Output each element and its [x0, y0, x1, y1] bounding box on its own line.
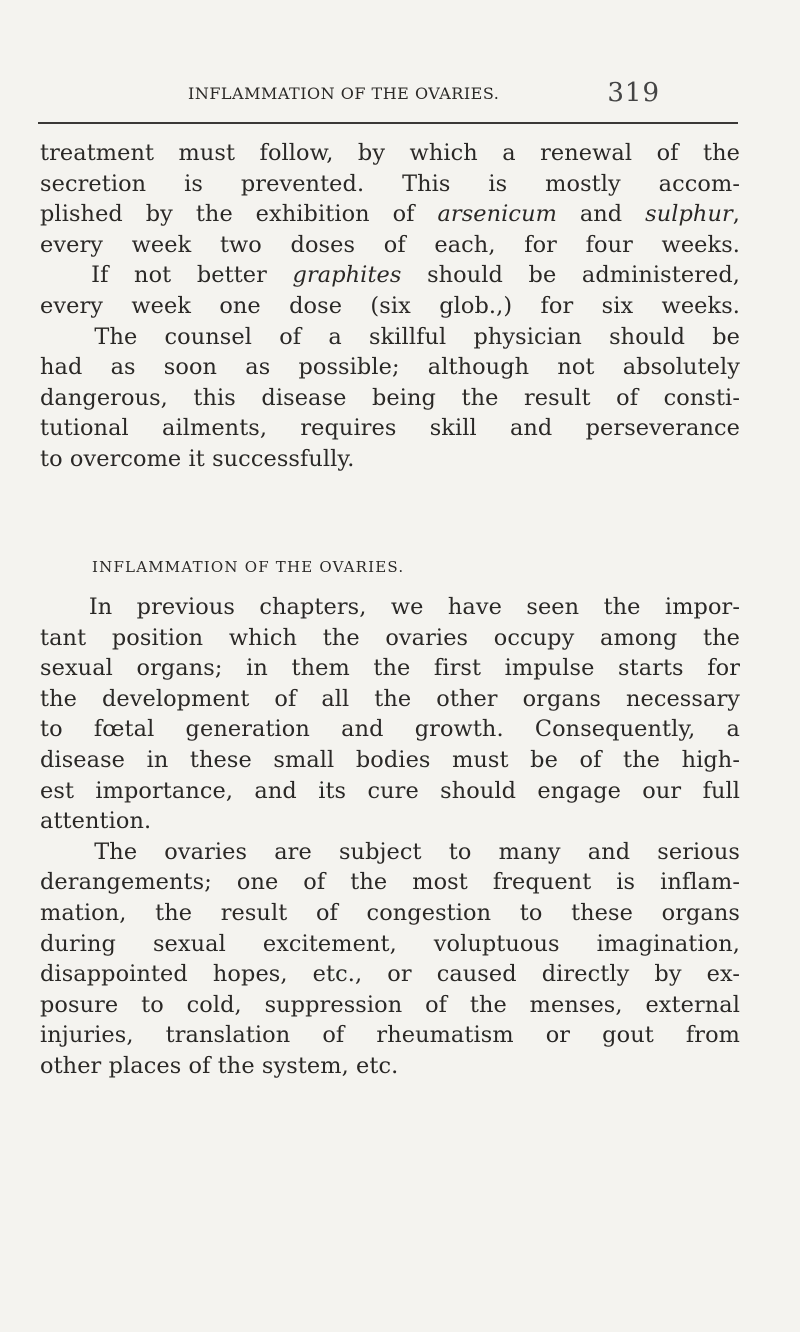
text-line: The counsel of a skillful physician should be — [94, 323, 740, 350]
text-line: mation, the result of congestion to these organs — [40, 899, 740, 926]
text-line: during sexual excitement, voluptuous imagination, — [40, 930, 740, 957]
text-line: posure to cold, suppression of the menses, external — [40, 991, 740, 1018]
text-line: est importance, and its cure should engage our full — [40, 777, 740, 804]
text-line: tant position which the ovaries occupy among the — [40, 624, 740, 651]
running-head-title: INFLAMMATION OF THE OVARIES. — [188, 84, 500, 103]
text-line: derangements; one of the most frequent is inflam- — [40, 869, 740, 896]
text-line: tutional ailments, requires skill and perseverance — [40, 415, 740, 442]
text-line: dangerous, this disease being the result of consti- — [40, 384, 740, 411]
text-line: sexual organs; in them the first impulse starts for — [40, 655, 740, 682]
text-line: disease in these small bodies must be of the high- — [40, 746, 740, 773]
passage-inflammation — [40, 592, 740, 1082]
text-line: secretion is prevented. This is mostly accom- — [40, 170, 740, 197]
text-line: injuries, translation of rheumatism or gout from — [40, 1022, 740, 1049]
text-line: If not better graphites should be administered, — [91, 262, 741, 289]
remedy-name: arsenicum — [437, 201, 557, 228]
text-line: to overcome it successfully. — [40, 445, 355, 472]
text-line: disappointed hopes, etc., or caused directly by ex- — [40, 961, 740, 988]
remedy-name: sulphur — [645, 201, 733, 228]
text-line: the development of all the other organs necessary — [40, 685, 740, 712]
text-line: other places of the system, etc. — [40, 1052, 399, 1079]
text-line: attention. — [40, 808, 152, 835]
text-line: plished by the exhibition of arsenicum and sulphur, — [40, 201, 740, 228]
text-line: In previous chapters, we have seen the impor- — [88, 594, 741, 620]
remedy-name: graphites — [292, 262, 402, 289]
text-line: to fœtal generation and growth. Consequently, a — [40, 716, 740, 743]
page-number: 319 — [607, 78, 660, 108]
passage-treatment — [40, 138, 740, 475]
header-rule — [38, 122, 738, 124]
section-heading: INFLAMMATION OF THE OVARIES. — [92, 558, 405, 576]
text-line: treatment must follow, by which a renewal of the — [40, 140, 740, 166]
text-line: had as soon as possible; although not absolutely — [40, 354, 740, 381]
text-line: The ovaries are subject to many and serious — [94, 838, 740, 865]
text-line: every week one dose (six glob.,) for six weeks. — [40, 292, 740, 319]
text-line: every week two doses of each, for four weeks. — [40, 231, 740, 258]
